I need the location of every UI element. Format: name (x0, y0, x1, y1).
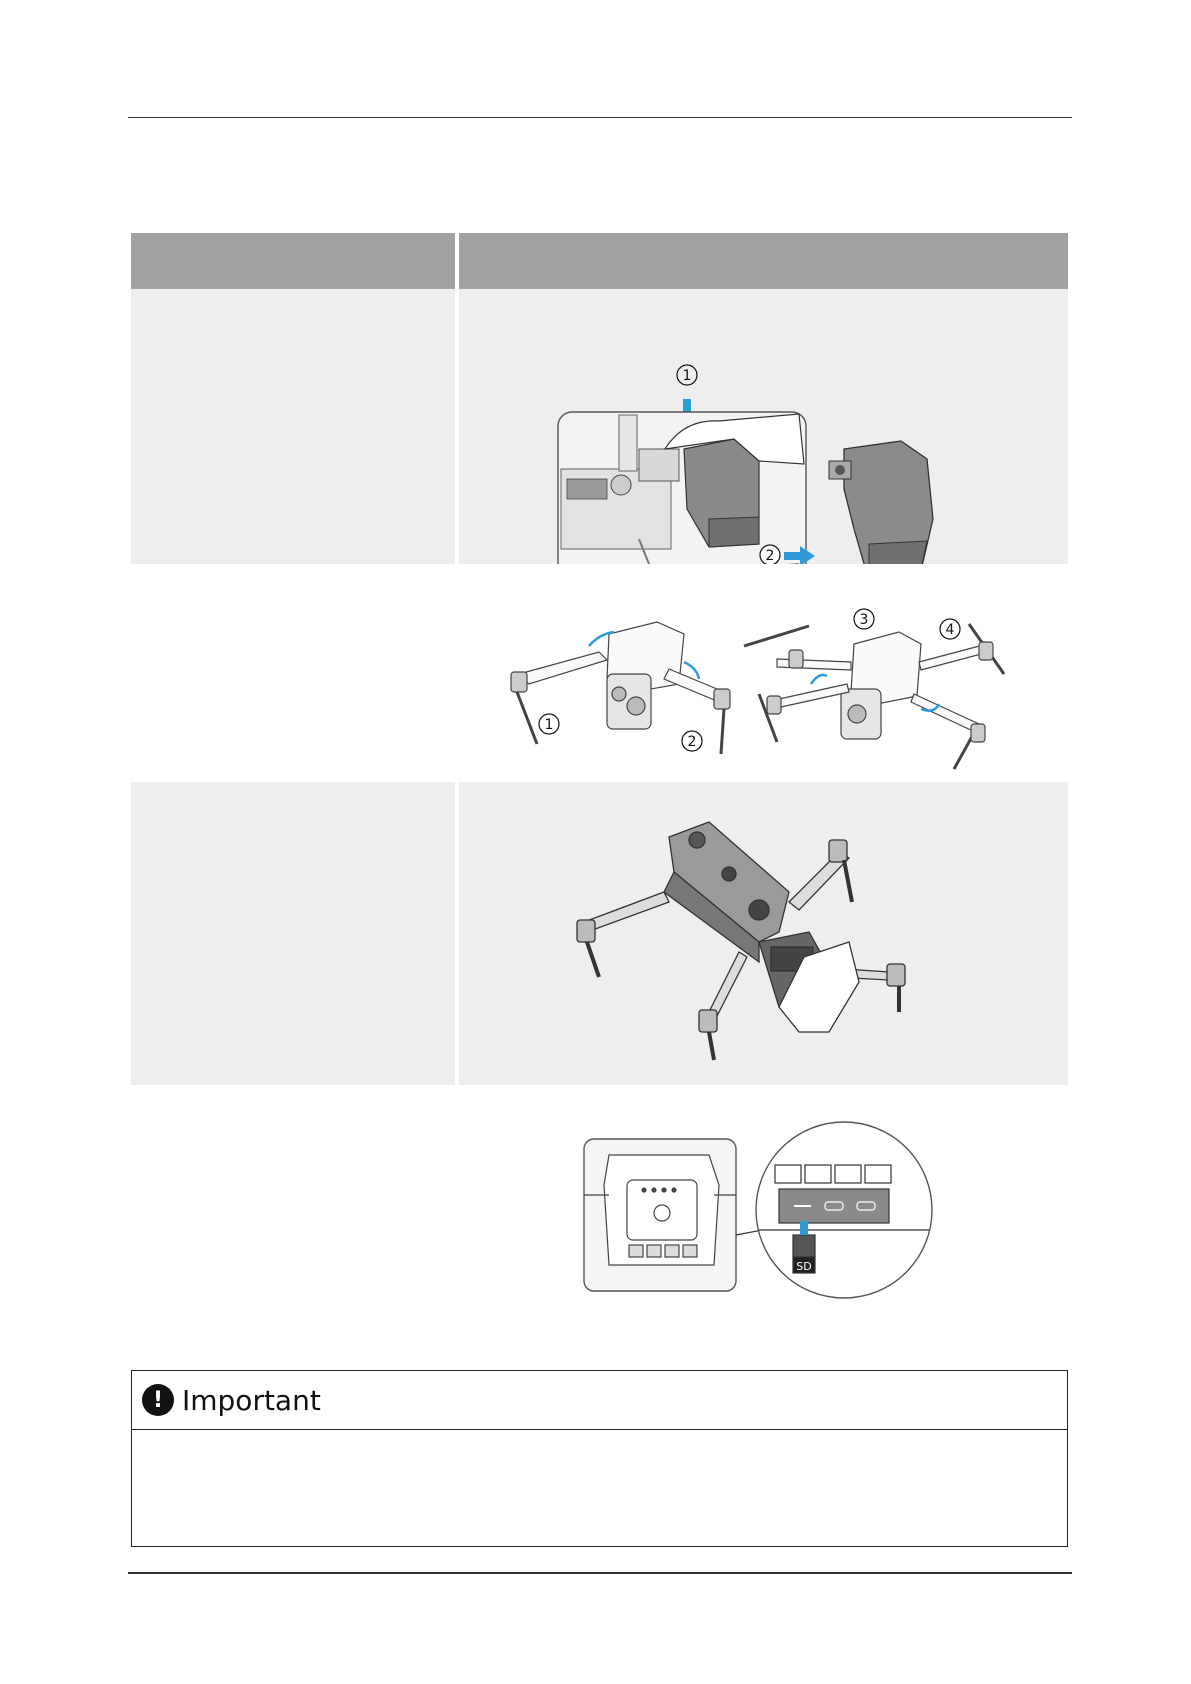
step-description-cell (131, 782, 455, 1085)
step-description-cell (131, 289, 455, 564)
table-header-step (131, 233, 455, 289)
table-header (131, 233, 1068, 289)
important-box (131, 1370, 1068, 1547)
table-row (131, 564, 1068, 782)
illustration-cell-unfold-arms (459, 564, 1068, 782)
step-number-1: 1 (544, 717, 554, 733)
table-row (131, 1085, 1068, 1330)
step-number-2: 2 (765, 548, 775, 564)
footer-rule (128, 1572, 1072, 1574)
step-description-cell (131, 1085, 455, 1330)
battery-insert-illustration (459, 782, 1068, 1085)
important-title: Important (182, 1383, 321, 1417)
arrow-right-icon (800, 546, 815, 564)
procedure-table (131, 233, 1068, 1330)
illustration-cell-sd-card (459, 1085, 1068, 1330)
sd-label: SD (796, 1260, 812, 1273)
unfold-arms-illustration (459, 564, 1068, 782)
important-header (132, 1371, 1067, 1430)
step-number-2: 2 (687, 734, 697, 750)
table-row (131, 289, 1068, 564)
sd-card-illustration (459, 1085, 1068, 1330)
step-number-3: 3 (859, 612, 869, 628)
table-header-illustration (459, 233, 1068, 289)
step-number-4: 4 (945, 622, 955, 638)
illustration-cell-gimbal-cover (459, 289, 1068, 564)
illustration-cell-battery (459, 782, 1068, 1085)
step-description-cell (131, 564, 455, 782)
gimbal-cover-illustration (459, 289, 1068, 564)
header-rule (128, 117, 1072, 118)
exclamation-circle-icon: ! (142, 1384, 174, 1416)
table-row (131, 782, 1068, 1085)
step-number-1: 1 (682, 368, 692, 384)
